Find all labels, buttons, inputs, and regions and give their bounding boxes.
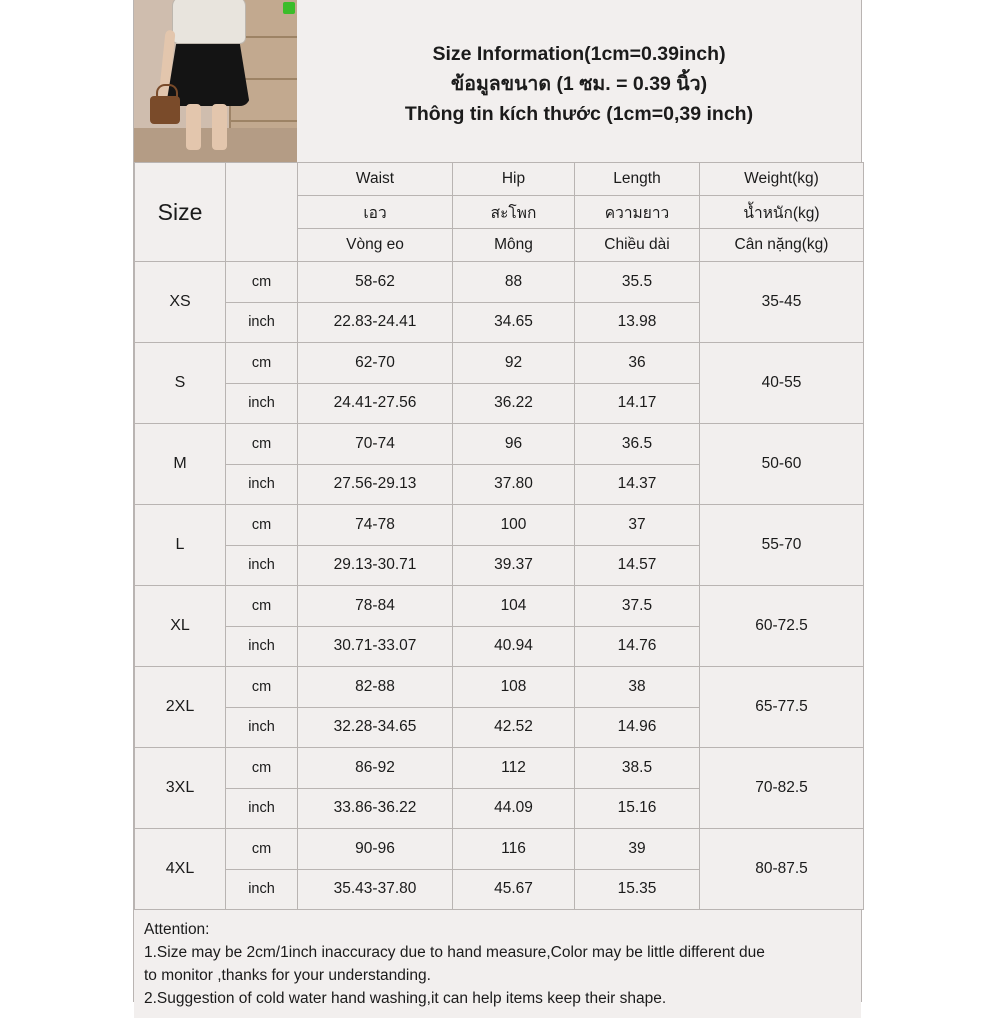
row-hip-inch: 42.52 [453,707,575,748]
row-weight: 50-60 [700,424,864,505]
row-size-label: 3XL [135,748,226,829]
table-header-row-en [135,163,864,196]
row-unit-cm: cm [226,424,298,465]
row-size-label: S [135,343,226,424]
header-waist-th: เอว [298,196,453,229]
row-waist-inch: 22.83-24.41 [298,302,453,343]
attention-line-3: 2.Suggestion of cold water hand washing,it can help items keep their shape. [144,989,667,1007]
row-waist-inch: 30.71-33.07 [298,626,453,667]
row-size-label: M [135,424,226,505]
title-block [297,0,861,162]
header-hip-th: สะโพก [453,196,575,229]
row-length-cm: 37.5 [575,586,700,627]
row-hip-cm: 88 [453,262,575,303]
title-line-th: ข้อมูลขนาด (1 ซม. = 0.39 นิ้ว) [450,72,708,95]
row-weight: 65-77.5 [700,667,864,748]
row-waist-cm: 78-84 [298,586,453,627]
row-waist-inch: 32.28-34.65 [298,707,453,748]
row-weight: 35-45 [700,262,864,343]
row-hip-inch: 36.22 [453,383,575,424]
table-row [135,505,864,546]
row-unit-inch: inch [226,626,298,667]
row-length-inch: 14.96 [575,707,700,748]
row-length-inch: 14.17 [575,383,700,424]
row-waist-cm: 86-92 [298,748,453,789]
photo-blouse [172,0,246,44]
row-length-inch: 14.76 [575,626,700,667]
header-length-en: Length [575,163,700,196]
row-unit-inch: inch [226,464,298,505]
row-length-inch: 15.16 [575,788,700,829]
header-length-vi: Chiều dài [575,229,700,262]
row-length-cm: 35.5 [575,262,700,303]
attention-line-1: 1.Size may be 2cm/1inch inaccuracy due to hand measure,Color may be little different due [144,943,765,961]
cabinet-line [231,120,297,122]
row-length-cm: 38.5 [575,748,700,789]
row-length-cm: 36 [575,343,700,384]
row-hip-cm: 108 [453,667,575,708]
row-waist-inch: 27.56-29.13 [298,464,453,505]
row-size-label: XS [135,262,226,343]
row-length-cm: 38 [575,667,700,708]
row-hip-inch: 37.80 [453,464,575,505]
header-weight-en: Weight(kg) [700,163,864,196]
row-size-label: 2XL [135,667,226,748]
attention-heading: Attention: [144,921,210,938]
row-length-cm: 36.5 [575,424,700,465]
row-hip-inch: 40.94 [453,626,575,667]
row-waist-inch: 24.41-27.56 [298,383,453,424]
row-hip-cm: 92 [453,343,575,384]
table-row [135,667,864,708]
row-unit-cm: cm [226,586,298,627]
row-hip-inch: 34.65 [453,302,575,343]
table-row [135,586,864,627]
size-chart-card [133,0,862,1007]
photo-leg-right [212,104,227,150]
row-unit-inch: inch [226,545,298,586]
row-size-label: 4XL [135,829,226,910]
row-unit-cm: cm [226,829,298,870]
row-unit-cm: cm [226,748,298,789]
row-length-inch: 13.98 [575,302,700,343]
table-row [135,829,864,870]
row-unit-cm: cm [226,505,298,546]
size-header-cell: Size [135,163,226,262]
green-badge-icon [283,2,295,14]
table-row [135,748,864,789]
row-unit-cm: cm [226,262,298,303]
row-hip-inch: 39.37 [453,545,575,586]
row-hip-cm: 100 [453,505,575,546]
photo-handbag [150,96,180,124]
row-waist-cm: 62-70 [298,343,453,384]
header-hip-vi: Mông [453,229,575,262]
header-weight-th: น้ำหนัก(kg) [700,196,864,229]
row-waist-cm: 82-88 [298,667,453,708]
row-unit-cm: cm [226,667,298,708]
row-unit-cm: cm [226,343,298,384]
row-waist-cm: 74-78 [298,505,453,546]
row-unit-inch: inch [226,383,298,424]
row-hip-cm: 104 [453,586,575,627]
row-hip-inch: 44.09 [453,788,575,829]
row-size-label: XL [135,586,226,667]
row-weight: 40-55 [700,343,864,424]
title-line-vi: Thông tin kích thước (1cm=0,39 inch) [404,103,754,126]
row-length-inch: 14.37 [575,464,700,505]
table-row [135,424,864,465]
row-unit-inch: inch [226,788,298,829]
unit-header-cell [226,163,298,262]
row-unit-inch: inch [226,707,298,748]
product-photo [134,0,297,162]
row-waist-inch: 35.43-37.80 [298,869,453,910]
row-weight: 80-87.5 [700,829,864,910]
size-table [134,162,864,910]
row-length-inch: 14.57 [575,545,700,586]
table-row [135,262,864,303]
row-waist-cm: 90-96 [298,829,453,870]
row-hip-cm: 96 [453,424,575,465]
row-waist-cm: 70-74 [298,424,453,465]
row-length-inch: 15.35 [575,869,700,910]
row-waist-cm: 58-62 [298,262,453,303]
row-waist-inch: 29.13-30.71 [298,545,453,586]
table-row [135,343,864,384]
attention-line-2: to monitor ,thanks for your understanding. [144,966,431,984]
row-hip-cm: 116 [453,829,575,870]
row-unit-inch: inch [226,869,298,910]
header-weight-vi: Cân nặng(kg) [700,229,864,262]
header-hip-en: Hip [453,163,575,196]
row-unit-inch: inch [226,302,298,343]
photo-leg-left [186,104,201,150]
title-line-en: Size Information(1cm=0.39inch) [432,42,726,65]
header-waist-vi: Vòng eo [298,229,453,262]
header-waist-en: Waist [298,163,453,196]
chart-header [134,0,861,162]
row-waist-inch: 33.86-36.22 [298,788,453,829]
row-weight: 55-70 [700,505,864,586]
row-weight: 70-82.5 [700,748,864,829]
row-hip-inch: 45.67 [453,869,575,910]
row-weight: 60-72.5 [700,586,864,667]
header-length-th: ความยาว [575,196,700,229]
row-hip-cm: 112 [453,748,575,789]
row-length-cm: 37 [575,505,700,546]
row-size-label: L [135,505,226,586]
row-length-cm: 39 [575,829,700,870]
